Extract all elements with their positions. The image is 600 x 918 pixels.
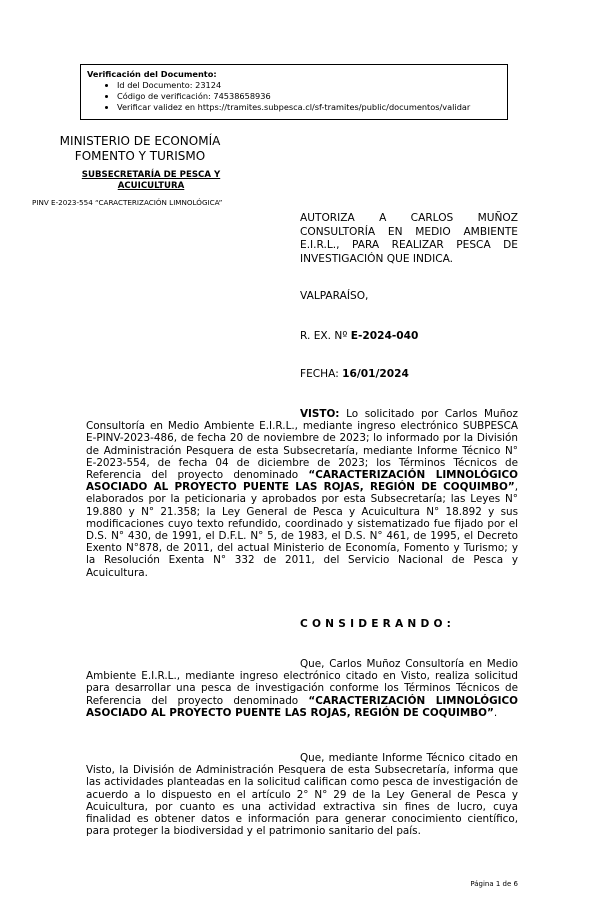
ministry-line-2: FOMENTO Y TURISMO xyxy=(74,149,206,163)
ministry-line-1: MINISTERIO DE ECONOMÍA xyxy=(59,134,221,148)
visto-text-1: Lo solicitado por Carlos Muñoz Consultoría en Medio Ambiente E.I.R.L., mediante ingreso electrónico SUBPESCA E-PINV-2023-486, de fecha 20 de noviembre de 2023; lo informado por la División de Administración Pesquera de esta Subsecretaría, mediante Informe Técnico N° E-2023-554, de fecha 04 de diciembre de 2023; los Términos Técnicos de Referencia del proyecto denominado xyxy=(86,408,518,482)
verification-box xyxy=(80,64,508,120)
place: VALPARAÍSO, xyxy=(300,290,369,302)
date-label: FECHA: xyxy=(300,368,339,380)
resolution-date xyxy=(300,368,409,380)
considerando-2-text: Que, mediante Informe Técnico citado en Visto, la División de Administración Pesquera de esta Subsecretaría, informa que las actividades planteadas en la solicitud califican como pesca de investigación de acuerdo a lo dispuesto en el artículo 2° N° 29 de la Ley General de Pesca y Acuicultura, por cuanto es una actividad extractiva sin fines de lucro, cuya finalidad es obtener datos e información para generar conocimiento científico, para proteger la biodiversidad y el patrimonio sanitario del país. xyxy=(86,752,518,838)
considerando-paragraph-2 xyxy=(86,752,518,837)
considerando-1-project-name: “CARACTERIZACIÓN LIMNOLÓGICO ASOCIADO AL PROYECTO PUENTE LAS ROJAS, REGIÓN DE COQUIMBO” xyxy=(86,694,518,719)
resolution-value: E-2024-040 xyxy=(350,330,419,342)
considerando-heading: CONSIDERANDO: xyxy=(300,618,456,630)
subsecretaria-heading: SUBSECRETARÍA DE PESCA Y ACUICULTURA xyxy=(81,170,221,191)
considerando-1-text-1: Que, Carlos Muñoz Consultoría en Medio Ambiente E.I.R.L., mediante ingreso electrónico citado en Visto, realiza solicitud para desarrollar una pesca de investigación conforme los Términos Técnicos de Referencia del proyecto denominado xyxy=(86,658,518,707)
verification-title: Verificación del Documento: xyxy=(87,69,217,79)
document-id: • Id del Documento: 23124 xyxy=(117,80,501,91)
date-value: 16/01/2024 xyxy=(342,368,409,380)
considerando-1-text-2: . xyxy=(493,706,498,719)
verification-list xyxy=(87,80,501,113)
visto-text-2: , elaborados por la peticionaria y aprobados por esta Subsecretaría; las Leyes N° 19.880 y N° 21.358; la Ley General de Pesca y Acuicultura N° 18.892 y sus modificaciones cuyo texto refundido, coordinado y sistematizado fue fijado por el D.S. N° 430, de 1991, el D.F.L. N° 5, de 1983, el D.S. N° 461, de 1995, el Decreto Exento N°878, de 2011, del actual Ministerio de Economía, Fomento y Turismo; y la Resolución Exenta N° 332 de 2011, del Servicio Nacional de Pesca y Acuicultura. xyxy=(86,481,518,579)
page-number: Página 1 de 6 xyxy=(470,880,518,888)
verification-url[interactable]: • Verificar validez en https://tramites.subpesca.cl/sf-tramites/public/documentos/validar xyxy=(117,102,501,113)
pinv-reference: PINV E-2023-554 “CARACTERIZACIÓN LIMNOLÓGICA” xyxy=(32,198,223,207)
resolution-label: R. EX. Nº xyxy=(300,330,348,342)
verification-code: • Código de verificación: 74538658936 xyxy=(117,91,501,102)
resolution-number xyxy=(300,330,418,342)
considerando-paragraph-1 xyxy=(86,658,518,719)
visto-paragraph xyxy=(86,408,518,579)
ministry-heading xyxy=(40,134,240,164)
visto-label: VISTO: xyxy=(300,408,340,420)
visto-project-name: “CARACTERIZACIÓN LIMNOLÓGICO ASOCIADO AL PROYECTO PUENTE LAS ROJAS, REGIÓN DE COQUIMBO” xyxy=(86,469,518,494)
resolution-summary: AUTORIZA A CARLOS MUÑOZ CONSULTORÍA EN MEDIO AMBIENTE E.I.R.L., PARA REALIZAR PESCA DE INVESTIGACIÓN QUE INDICA. xyxy=(300,212,518,265)
